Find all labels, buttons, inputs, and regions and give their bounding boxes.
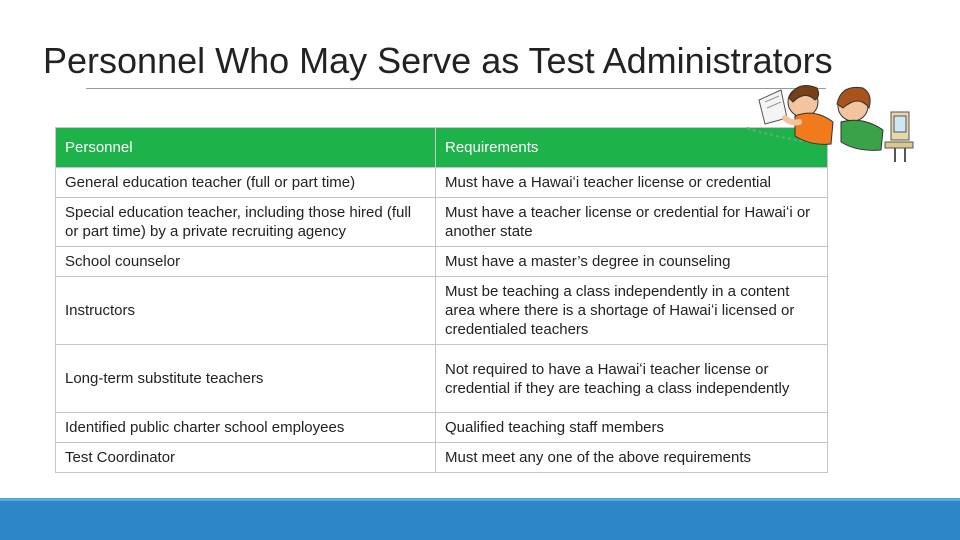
table-row [56,413,828,443]
header-requirements: Requirements [436,128,828,168]
table-row [56,277,828,345]
personnel-table-container [55,127,827,473]
personnel-cell: Special education teacher, including those hired (full or part time) by a private recruiting agency [56,198,436,247]
table-row [56,168,828,198]
requirement-cell: Qualified teaching staff members [436,413,828,443]
students-clipart-icon [745,78,917,170]
personnel-cell: General education teacher (full or part time) [56,168,436,198]
table-header-row [56,128,828,168]
title-divider [86,88,826,89]
requirement-cell: Must have a Hawaiʻi teacher license or credential [436,168,828,198]
table-row [56,443,828,473]
personnel-requirements-table [55,127,828,473]
personnel-cell: Test Coordinator [56,443,436,473]
requirement-cell: Must have a teacher license or credential for Hawaiʻi or another state [436,198,828,247]
footer-bar [0,498,960,540]
personnel-cell: Long-term substitute teachers [56,345,436,413]
table-row [56,247,828,277]
table-row [56,345,828,413]
requirement-cell: Not required to have a Hawaiʻi teacher license or credential if they are teaching a class independently [436,345,828,413]
slide-title: Personnel Who May Serve as Test Administrators [43,40,833,81]
requirement-cell: Must have a master’s degree in counseling [436,247,828,277]
personnel-cell: School counselor [56,247,436,277]
requirement-cell: Must meet any one of the above requirements [436,443,828,473]
personnel-cell: Instructors [56,277,436,345]
requirement-cell: Must be teaching a class independently in a content area where there is a shortage of Hawaiʻi licensed or credentialed teachers [436,277,828,345]
personnel-cell: Identified public charter school employees [56,413,436,443]
table-row [56,198,828,247]
header-personnel: Personnel [56,128,436,168]
